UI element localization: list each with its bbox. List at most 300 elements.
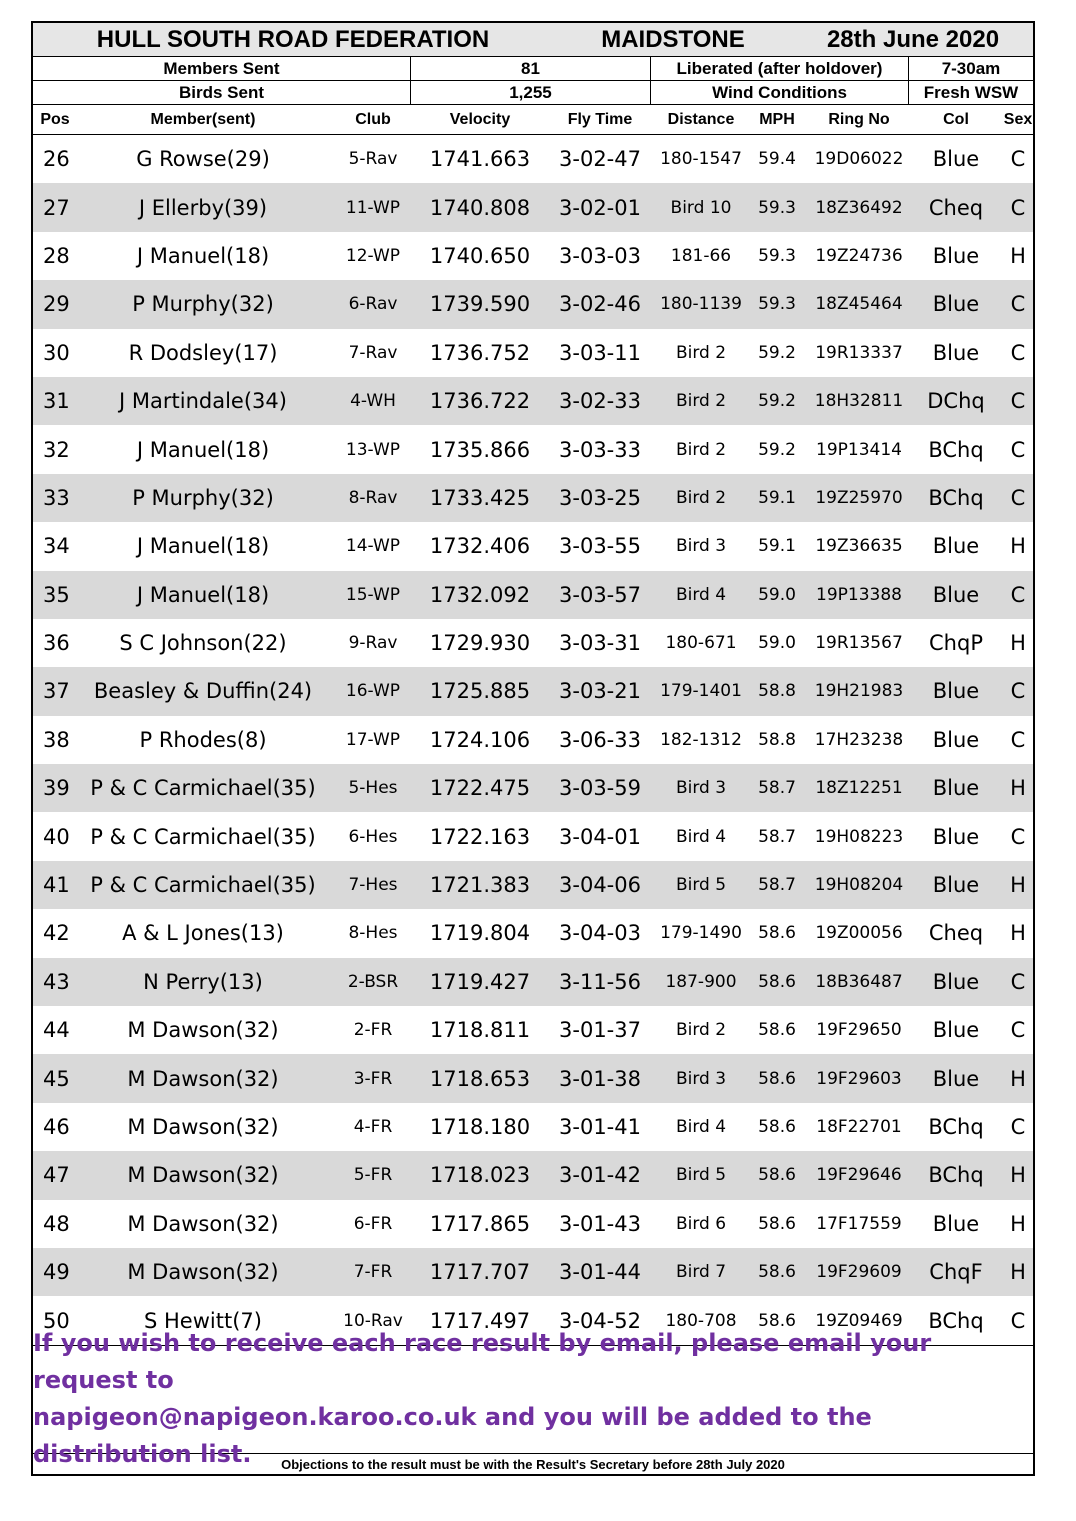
- row-distance: Bird 3: [675, 536, 727, 557]
- row-colour: Blue: [932, 679, 980, 704]
- table-row: [33, 183, 1033, 231]
- row-pos: 27: [43, 195, 70, 220]
- row-pos: 34: [43, 534, 70, 559]
- row-ring: 19P13414: [816, 439, 902, 460]
- result-sheet: [31, 21, 1035, 1476]
- row-velocity: 1717.865: [429, 1211, 531, 1236]
- row-colour: Blue: [932, 969, 980, 994]
- row-ring: 18F22701: [816, 1117, 902, 1137]
- row-colour: ChqF: [929, 1260, 983, 1285]
- row-mph: 59.3: [758, 197, 796, 218]
- row-sex: H: [1010, 243, 1026, 268]
- row-club: 5-Hes: [348, 778, 398, 799]
- row-velocity: 1717.707: [429, 1260, 531, 1285]
- row-distance: 180-1547: [660, 149, 742, 170]
- row-distance: Bird 10: [670, 197, 732, 218]
- row-colour: Blue: [932, 292, 980, 317]
- row-sex: H: [1010, 534, 1026, 559]
- row-colour: Blue: [932, 1211, 980, 1236]
- row-mph: 58.6: [758, 1165, 796, 1186]
- row-member: P Murphy(32): [132, 485, 274, 510]
- row-fly-time: 3-11-56: [559, 969, 641, 994]
- table-row: [33, 861, 1033, 909]
- row-sex: H: [1010, 873, 1026, 898]
- row-ring: 19F29646: [816, 1165, 902, 1186]
- row-sex: C: [1010, 292, 1026, 317]
- row-distance: 180-708: [665, 1310, 737, 1331]
- row-distance: Bird 3: [675, 778, 727, 799]
- table-row: [33, 1054, 1033, 1102]
- row-member: M Dawson(32): [127, 1018, 279, 1043]
- table-row: [33, 1248, 1033, 1296]
- row-member: M Dawson(32): [127, 1211, 279, 1236]
- row-velocity: 1718.023: [429, 1163, 531, 1188]
- row-pos: 48: [43, 1211, 70, 1236]
- row-mph: 58.6: [758, 1020, 796, 1041]
- row-colour: BChq: [928, 1163, 984, 1188]
- row-ring: 19R13567: [815, 633, 903, 654]
- row-member: S Hewitt(7): [144, 1308, 262, 1333]
- row-velocity: 1736.722: [429, 389, 531, 414]
- table-row: [33, 135, 1033, 183]
- row-member: R Dodsley(17): [128, 340, 278, 365]
- row-velocity: 1729.930: [429, 631, 531, 656]
- row-mph: 58.6: [758, 1117, 796, 1137]
- row-member: A & L Jones(13): [122, 921, 284, 946]
- row-fly-time: 3-03-21: [559, 679, 641, 704]
- row-club: 17-WP: [345, 729, 401, 750]
- table-row: [33, 1103, 1033, 1151]
- row-colour: Blue: [932, 1066, 980, 1091]
- row-mph: 59.2: [758, 439, 796, 460]
- row-member: J Martindale(34): [119, 389, 287, 414]
- row-fly-time: 3-02-01: [559, 195, 641, 220]
- row-pos: 28: [43, 243, 70, 268]
- row-sex: C: [1010, 969, 1026, 994]
- row-club: 8-Rav: [348, 487, 398, 508]
- row-member: P & C Carmichael(35): [90, 824, 316, 849]
- row-club: 7-Rav: [348, 342, 398, 363]
- row-ring: 18B36487: [815, 971, 903, 992]
- row-mph: 58.6: [758, 1068, 796, 1089]
- row-club: 3-FR: [353, 1068, 393, 1089]
- row-fly-time: 3-01-44: [559, 1260, 641, 1285]
- row-club: 2-BSR: [347, 971, 399, 992]
- row-ring: 19Z36635: [815, 536, 903, 557]
- row-distance: Bird 2: [675, 391, 727, 412]
- row-mph: 58.6: [758, 1310, 796, 1331]
- row-colour: Cheq: [928, 195, 984, 220]
- row-pos: 43: [43, 969, 70, 994]
- table-row: [33, 1151, 1033, 1199]
- table-row: [33, 474, 1033, 522]
- row-colour: Blue: [932, 582, 980, 607]
- row-fly-time: 3-03-57: [559, 582, 641, 607]
- row-colour: BChq: [928, 485, 984, 510]
- row-distance: Bird 2: [675, 342, 727, 363]
- row-sex: C: [1010, 727, 1026, 752]
- row-member: M Dawson(32): [127, 1066, 279, 1091]
- row-club: 8-Hes: [348, 923, 398, 944]
- row-velocity: 1740.808: [429, 195, 531, 220]
- row-mph: 58.6: [758, 1262, 796, 1283]
- row-sex: C: [1010, 582, 1026, 607]
- table-row: [33, 232, 1033, 280]
- row-ring: 17H23238: [814, 729, 904, 750]
- row-fly-time: 3-03-55: [559, 534, 641, 559]
- row-club: 2-FR: [353, 1020, 393, 1041]
- row-velocity: 1718.811: [429, 1018, 531, 1043]
- row-club: 13-WP: [345, 439, 401, 460]
- row-member: Beasley & Duffin(24): [93, 679, 313, 704]
- table-row: [33, 909, 1033, 957]
- row-colour: BChq: [928, 1308, 984, 1333]
- column-headers: [33, 105, 1033, 135]
- row-club: 10-Rav: [343, 1310, 403, 1331]
- row-pos: 31: [43, 389, 70, 414]
- row-sex: C: [1010, 1018, 1026, 1043]
- row-club: 11-WP: [345, 197, 401, 218]
- row-ring: 19F29603: [816, 1068, 902, 1089]
- table-row: [33, 716, 1033, 764]
- federation-title: HULL SOUTH ROAD FEDERATION: [96, 25, 490, 53]
- row-distance: Bird 2: [675, 439, 727, 460]
- row-pos: 30: [43, 340, 70, 365]
- row-sex: H: [1010, 631, 1026, 656]
- row-velocity: 1733.425: [429, 485, 531, 510]
- row-distance: Bird 6: [675, 1213, 727, 1234]
- row-distance: Bird 5: [675, 1165, 727, 1186]
- row-fly-time: 3-02-46: [559, 292, 641, 317]
- row-pos: 47: [43, 1163, 70, 1188]
- row-fly-time: 3-02-33: [559, 389, 641, 414]
- row-member: S C Johnson(22): [119, 631, 287, 656]
- email-notice-line2: napigeon@napigeon.karoo.co.uk and you will be added to the distribution list.: [33, 1403, 872, 1469]
- row-member: P & C Carmichael(35): [90, 873, 316, 898]
- row-pos: 37: [43, 679, 70, 704]
- row-mph: 58.6: [758, 1213, 796, 1234]
- row-mph: 58.7: [758, 826, 796, 847]
- row-fly-time: 3-03-31: [559, 631, 641, 656]
- row-colour: Blue: [932, 776, 980, 801]
- row-member: J Manuel(18): [136, 243, 270, 268]
- col-mph: MPH: [759, 110, 795, 128]
- row-fly-time: 3-03-33: [559, 437, 641, 462]
- row-velocity: 1722.475: [429, 776, 531, 801]
- col-fly-time: Fly Time: [567, 110, 633, 128]
- table-row: [33, 1006, 1033, 1054]
- row-fly-time: 3-01-41: [559, 1115, 641, 1139]
- row-pos: 29: [43, 292, 70, 317]
- row-pos: 39: [43, 776, 70, 801]
- row-velocity: 1724.106: [429, 727, 531, 752]
- row-fly-time: 3-03-25: [559, 485, 641, 510]
- members-sent-label: Members Sent: [33, 57, 411, 80]
- row-velocity: 1718.653: [429, 1066, 531, 1091]
- row-distance: Bird 4: [675, 1117, 727, 1137]
- table-row: [33, 764, 1033, 812]
- col-member: Member(sent): [150, 110, 256, 128]
- row-sex: H: [1010, 1163, 1026, 1188]
- row-fly-time: 3-01-43: [559, 1211, 641, 1236]
- row-member: P & C Carmichael(35): [90, 776, 316, 801]
- results-table: [33, 135, 1033, 1345]
- row-velocity: 1719.804: [429, 921, 531, 946]
- row-colour: Blue: [932, 824, 980, 849]
- row-member: J Manuel(18): [136, 437, 270, 462]
- row-member: P Rhodes(8): [139, 727, 267, 752]
- row-member: J Ellerby(39): [138, 195, 268, 220]
- wind-label: Wind Conditions: [651, 81, 909, 104]
- row-distance: 179-1401: [660, 681, 742, 702]
- row-member: P Murphy(32): [132, 292, 274, 317]
- col-pos: Pos: [40, 110, 70, 128]
- row-club: 12-WP: [345, 245, 401, 266]
- row-club: 16-WP: [345, 681, 401, 702]
- table-row: [33, 425, 1033, 473]
- row-mph: 59.1: [758, 536, 796, 557]
- row-velocity: 1736.752: [429, 340, 531, 365]
- row-pos: 32: [43, 437, 70, 462]
- row-mph: 58.8: [758, 681, 796, 702]
- row-colour: Blue: [932, 147, 980, 172]
- row-colour: Blue: [932, 727, 980, 752]
- row-fly-time: 3-01-38: [559, 1066, 641, 1091]
- table-row: [33, 1200, 1033, 1248]
- row-fly-time: 3-03-59: [559, 776, 641, 801]
- row-sex: H: [1010, 921, 1026, 946]
- row-pos: 35: [43, 582, 70, 607]
- row-mph: 59.3: [758, 245, 796, 266]
- row-fly-time: 3-04-06: [559, 873, 641, 898]
- row-fly-time: 3-01-42: [559, 1163, 641, 1188]
- row-pos: 50: [43, 1308, 70, 1333]
- row-pos: 33: [43, 485, 70, 510]
- row-mph: 58.6: [758, 923, 796, 944]
- row-pos: 46: [43, 1115, 70, 1139]
- table-row: [33, 619, 1033, 667]
- row-colour: ChqP: [929, 631, 983, 656]
- row-pos: 38: [43, 727, 70, 752]
- row-mph: 59.3: [758, 294, 796, 315]
- race-date: 28th June 2020: [826, 25, 1000, 53]
- row-ring: 19F29650: [816, 1020, 902, 1041]
- row-member: J Manuel(18): [136, 534, 270, 559]
- row-fly-time: 3-03-11: [559, 340, 641, 365]
- birds-sent-value: 1,255: [411, 81, 651, 104]
- row-mph: 59.2: [758, 391, 796, 412]
- row-mph: 59.2: [758, 342, 796, 363]
- email-notice-line1: If you wish to receive each race result by email, please email your request to: [33, 1329, 932, 1395]
- row-club: 7-FR: [353, 1262, 393, 1283]
- row-distance: Bird 3: [675, 1068, 727, 1089]
- col-sex: Sex: [1003, 110, 1033, 128]
- row-distance: Bird 2: [675, 1020, 727, 1041]
- row-distance: Bird 2: [675, 487, 727, 508]
- info-row-members: [33, 57, 1033, 81]
- row-distance: 182-1312: [660, 729, 742, 750]
- row-mph: 59.0: [758, 633, 796, 654]
- row-velocity: 1718.180: [429, 1115, 531, 1139]
- col-club: Club: [355, 110, 391, 128]
- row-club: 4-WH: [350, 391, 396, 412]
- row-distance: Bird 4: [675, 584, 727, 605]
- row-fly-time: 3-06-33: [559, 727, 641, 752]
- row-distance: Bird 5: [675, 875, 727, 896]
- row-member: G Rowse(29): [136, 147, 270, 172]
- row-club: 6-Rav: [348, 294, 398, 315]
- row-fly-time: 3-03-03: [559, 243, 641, 268]
- row-club: 4-FR: [353, 1117, 393, 1137]
- row-ring: 19Z24736: [815, 245, 903, 266]
- row-ring: 19R13337: [815, 342, 903, 363]
- col-colour: Col: [943, 110, 969, 128]
- row-ring: 19Z00056: [815, 923, 903, 944]
- row-velocity: 1732.406: [429, 534, 531, 559]
- row-colour: Blue: [932, 1018, 980, 1043]
- row-velocity: 1719.427: [429, 969, 531, 994]
- row-velocity: 1721.383: [429, 873, 531, 898]
- liberated-label: Liberated (after holdover): [651, 57, 909, 80]
- row-mph: 58.6: [758, 971, 796, 992]
- liberated-value: 7-30am: [941, 59, 1001, 78]
- row-distance: 180-1139: [660, 294, 742, 315]
- row-sex: H: [1010, 776, 1026, 801]
- info-row-birds: [33, 81, 1033, 105]
- row-ring: 19Z25970: [815, 487, 903, 508]
- row-sex: C: [1010, 195, 1026, 220]
- row-mph: 58.7: [758, 778, 796, 799]
- row-mph: 58.8: [758, 729, 796, 750]
- row-mph: 59.4: [758, 149, 796, 170]
- row-sex: H: [1010, 1066, 1026, 1091]
- row-ring: 18Z36492: [815, 197, 903, 218]
- row-sex: C: [1010, 147, 1026, 172]
- row-velocity: 1732.092: [429, 582, 531, 607]
- row-distance: 179-1490: [660, 923, 742, 944]
- row-pos: 36: [43, 631, 70, 656]
- row-colour: Blue: [932, 340, 980, 365]
- row-sex: C: [1010, 824, 1026, 849]
- row-velocity: 1741.663: [429, 147, 531, 172]
- row-velocity: 1725.885: [429, 679, 531, 704]
- row-ring: 19H08204: [814, 875, 904, 896]
- row-pos: 26: [43, 147, 70, 172]
- col-ring: Ring No: [828, 110, 890, 128]
- row-club: 5-FR: [353, 1165, 393, 1186]
- title-row: [33, 23, 1033, 57]
- row-velocity: 1722.163: [429, 824, 531, 849]
- row-ring: 19P13388: [816, 584, 902, 605]
- table-row: [33, 280, 1033, 328]
- row-sex: C: [1010, 389, 1026, 414]
- wind-value: Fresh WSW: [923, 83, 1019, 102]
- row-colour: BChq: [928, 1115, 984, 1139]
- row-colour: BChq: [928, 437, 984, 462]
- row-member: N Perry(13): [143, 969, 263, 994]
- row-colour: Blue: [932, 873, 980, 898]
- table-row: [33, 667, 1033, 715]
- row-fly-time: 3-02-47: [559, 147, 641, 172]
- row-ring: 17F17559: [816, 1213, 902, 1234]
- row-member: J Manuel(18): [136, 582, 270, 607]
- table-row: [33, 812, 1033, 860]
- row-ring: 19H08223: [814, 826, 904, 847]
- col-distance: Distance: [667, 110, 735, 128]
- row-sex: C: [1010, 340, 1026, 365]
- members-sent-value: 81: [411, 57, 651, 80]
- table-row: [33, 522, 1033, 570]
- row-pos: 45: [43, 1066, 70, 1091]
- row-club: 15-WP: [345, 584, 401, 605]
- row-distance: 180-671: [665, 633, 737, 654]
- birds-sent-label: Birds Sent: [33, 81, 411, 104]
- row-pos: 44: [43, 1018, 70, 1043]
- row-sex: H: [1010, 1211, 1026, 1236]
- row-ring: 19Z09469: [815, 1310, 903, 1331]
- row-mph: 59.1: [758, 487, 796, 508]
- row-fly-time: 3-04-01: [559, 824, 641, 849]
- row-colour: Blue: [932, 243, 980, 268]
- table-row: [33, 958, 1033, 1006]
- row-fly-time: 3-01-37: [559, 1018, 641, 1043]
- row-distance: Bird 4: [675, 826, 727, 847]
- row-ring: 18H32811: [814, 391, 904, 412]
- row-velocity: 1739.590: [429, 292, 531, 317]
- row-club: 9-Rav: [348, 633, 398, 654]
- row-mph: 58.7: [758, 875, 796, 896]
- row-pos: 41: [43, 873, 70, 898]
- row-club: 7-Hes: [348, 875, 398, 896]
- row-pos: 40: [43, 824, 70, 849]
- row-pos: 42: [43, 921, 70, 946]
- col-velocity: Velocity: [449, 110, 511, 128]
- row-ring: 19D06022: [814, 149, 904, 170]
- table-row: [33, 377, 1033, 425]
- row-sex: C: [1010, 1115, 1026, 1139]
- objection-notice: Objections to the result must be with the Result's Secretary before 28th July 2020: [33, 1453, 1033, 1475]
- row-distance: 187-900: [665, 971, 737, 992]
- row-fly-time: 3-04-52: [559, 1308, 641, 1333]
- row-club: 5-Rav: [348, 149, 398, 170]
- row-club: 6-Hes: [348, 826, 398, 847]
- row-member: M Dawson(32): [127, 1115, 279, 1139]
- row-ring: 18Z12251: [815, 778, 903, 799]
- row-sex: C: [1010, 437, 1026, 462]
- row-mph: 59.0: [758, 584, 796, 605]
- row-ring: 19H21983: [814, 681, 904, 702]
- row-sex: C: [1010, 485, 1026, 510]
- row-distance: Bird 7: [675, 1262, 727, 1283]
- row-sex: C: [1010, 1308, 1026, 1333]
- table-row: [33, 329, 1033, 377]
- row-velocity: 1735.866: [429, 437, 531, 462]
- row-ring: 19F29609: [816, 1262, 902, 1283]
- row-distance: 181-66: [670, 245, 732, 266]
- row-fly-time: 3-04-03: [559, 921, 641, 946]
- race-point: MAIDSTONE: [601, 25, 745, 53]
- row-sex: H: [1010, 1260, 1026, 1285]
- row-colour: Blue: [932, 534, 980, 559]
- row-ring: 18Z45464: [815, 294, 903, 315]
- row-pos: 49: [43, 1260, 70, 1285]
- table-row: [33, 571, 1033, 619]
- row-velocity: 1740.650: [429, 243, 531, 268]
- row-member: M Dawson(32): [127, 1260, 279, 1285]
- row-colour: DChq: [927, 389, 985, 414]
- row-member: M Dawson(32): [127, 1163, 279, 1188]
- row-club: 14-WP: [345, 536, 401, 557]
